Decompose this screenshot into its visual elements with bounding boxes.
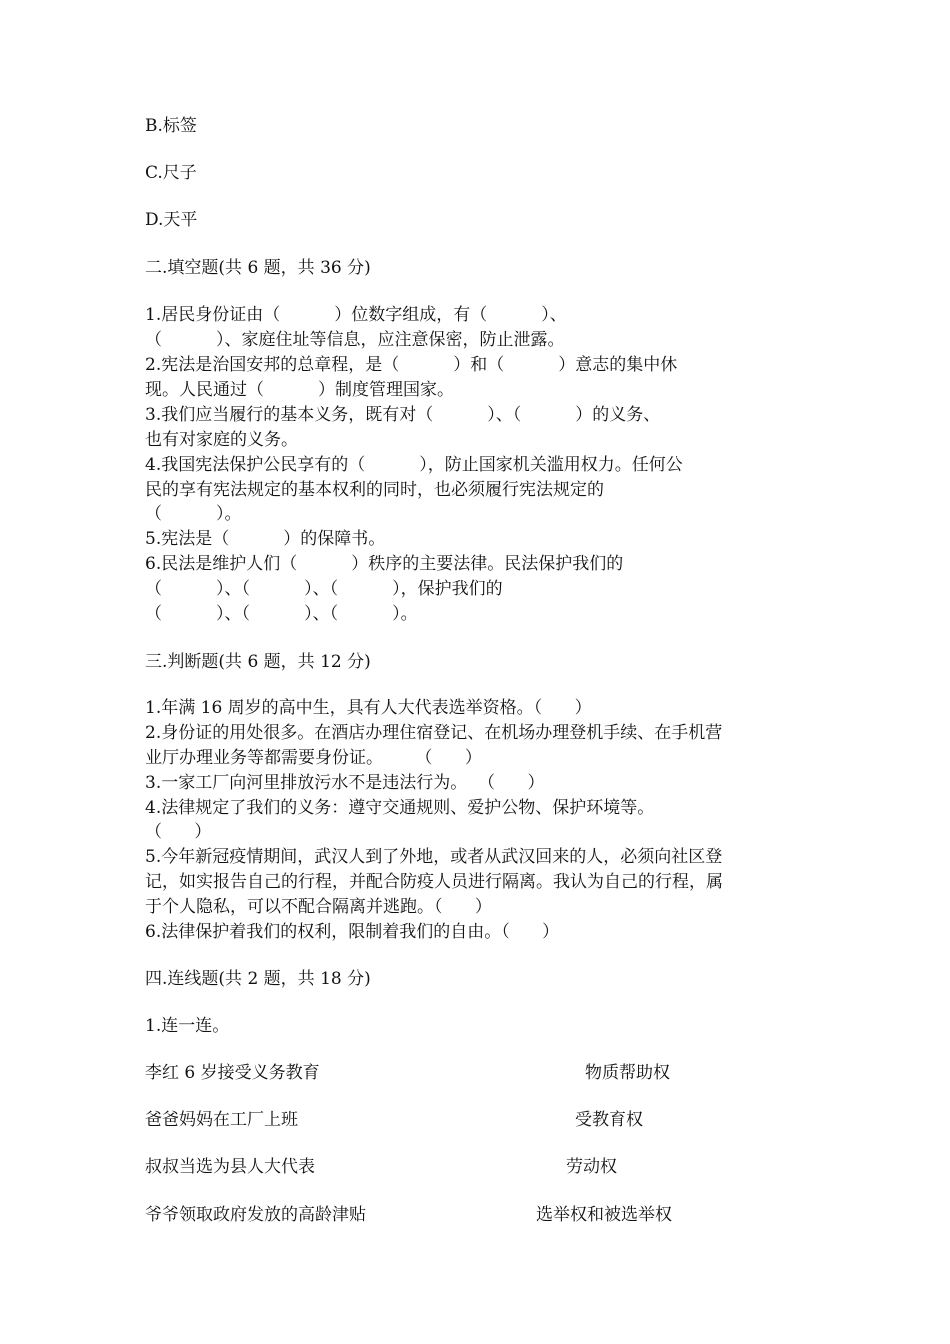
matching-right-item: 选举权和被选举权 <box>536 1205 672 1225</box>
fill-blank-line: 也有对家庭的义务。 <box>145 430 298 450</box>
option-c: C.尺子 <box>145 163 197 183</box>
matching-left-item: 爸爸妈妈在工厂上班 <box>145 1110 298 1130</box>
fill-blank-line: （ ）。 <box>145 504 242 524</box>
true-false-line: 3.一家工厂向河里排放污水不是违法行为。 （ ） <box>145 773 545 793</box>
true-false-line: 6.法律保护着我们的权利，限制着我们的自由。（ ） <box>145 922 560 942</box>
fill-blank-line: 4.我国宪法保护公民享有的（ ），防止国家机关滥用权力。任何公 <box>145 455 683 475</box>
matching-left-item: 爷爷领取政府发放的高龄津贴 <box>145 1205 366 1225</box>
section-heading-true-false: 三.判断题(共 6 题，共 12 分) <box>145 652 371 672</box>
option-d: D.天平 <box>145 210 198 230</box>
true-false-line: 记，如实报告自己的行程，并配合防疫人员进行隔离。我认为自己的行程，属 <box>145 872 723 892</box>
true-false-line: 5.今年新冠疫情期间，武汉人到了外地，或者从武汉回来的人，必须向社区登 <box>145 847 723 867</box>
fill-blank-line: （ ）、家庭住址等信息，应注意保密，防止泄露。 <box>145 330 565 350</box>
true-false-line: （ ） <box>145 822 212 842</box>
section-heading-fill-blank: 二.填空题(共 6 题，共 36 分) <box>145 258 371 278</box>
fill-blank-line: 3.我们应当履行的基本义务，既有对（ ）、（ ）的义务、 <box>145 405 661 425</box>
fill-blank-line: 6.民法是维护人们（ ）秩序的主要法律。民法保护我们的 <box>145 554 624 574</box>
matching-left-item: 李红 6 岁接受义务教育 <box>145 1063 320 1083</box>
option-b: B.标签 <box>145 116 197 136</box>
true-false-line: 业厅办理业务等都需要身份证。 （ ） <box>145 748 482 768</box>
matching-right-item: 物质帮助权 <box>585 1063 670 1083</box>
fill-blank-line: 民的享有宪法规定的基本权利的同时，也必须履行宪法规定的 <box>145 480 604 500</box>
matching-left-item: 叔叔当选为县人大代表 <box>145 1157 315 1177</box>
matching-right-item: 受教育权 <box>575 1110 643 1130</box>
true-false-line: 1.年满 16 周岁的高中生，具有人大代表选举资格。（ ） <box>145 698 592 718</box>
fill-blank-line: 5.宪法是（ ）的保障书。 <box>145 529 386 549</box>
matching-question: 1.连一连。 <box>145 1016 230 1036</box>
section-heading-matching: 四.连线题(共 2 题，共 18 分) <box>145 969 371 989</box>
matching-right-item: 劳动权 <box>566 1157 617 1177</box>
true-false-line: 2.身份证的用处很多。在酒店办理住宿登记、在机场办理登机手续、在手机营 <box>145 723 723 743</box>
fill-blank-line: 2.宪法是治国安邦的总章程，是（ ）和（ ）意志的集中休 <box>145 355 678 375</box>
true-false-line: 4.法律规定了我们的义务：遵守交通规则、爱护公物、保护环境等。 <box>145 798 655 818</box>
fill-blank-line: 1.居民身份证由（ ）位数字组成，有（ ）、 <box>145 305 567 325</box>
true-false-line: 于个人隐私，可以不配合隔离并逃跑。（ ） <box>145 897 492 917</box>
fill-blank-line: 现。人民通过（ ）制度管理国家。 <box>145 380 455 400</box>
fill-blank-line: （ ）、（ ）、（ ）。 <box>145 604 418 624</box>
fill-blank-line: （ ）、（ ）、（ ），保护我们的 <box>145 579 503 599</box>
